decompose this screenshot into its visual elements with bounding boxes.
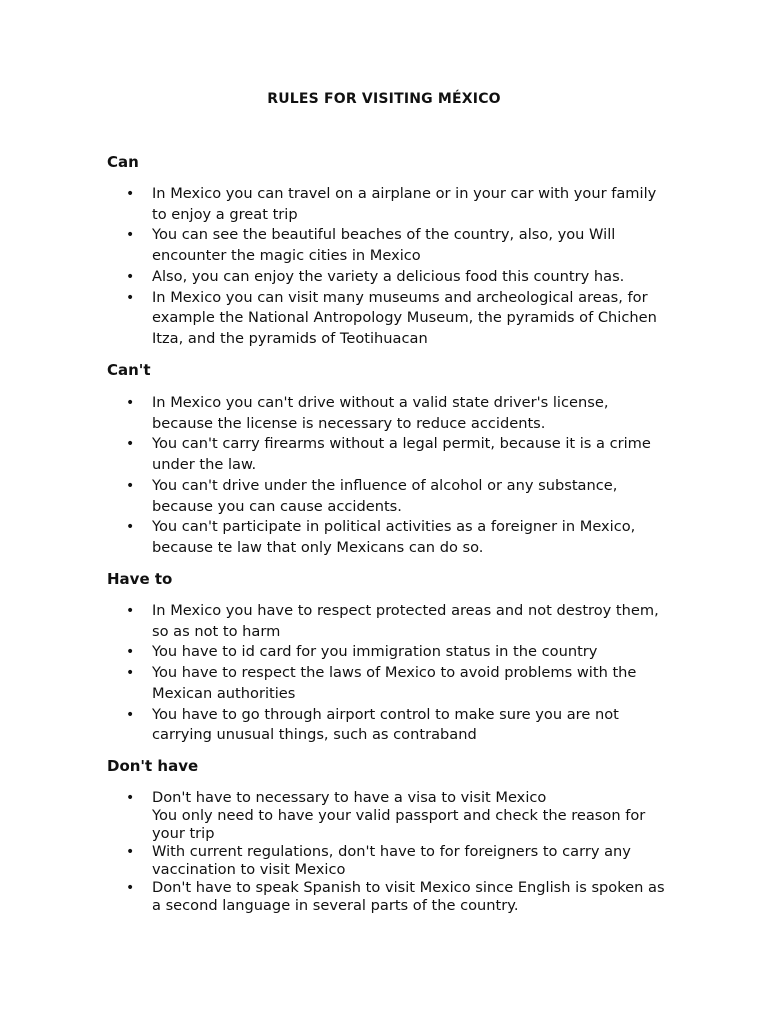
section-heading-have-to: Have to bbox=[107, 570, 173, 588]
list-item-text: You have to respect the laws of Mexico to avoid problems with the Mexican authorities bbox=[152, 664, 637, 702]
bullet-icon: • bbox=[126, 603, 135, 619]
bullet-icon: • bbox=[126, 289, 135, 306]
list-can bbox=[107, 184, 667, 350]
list-item-subtext: You only need to have your valid passport and check the reason for your trip bbox=[152, 807, 646, 842]
bullet-icon: • bbox=[126, 477, 135, 494]
list-dont-have bbox=[107, 789, 667, 915]
list-item bbox=[107, 225, 667, 266]
bullet-icon: • bbox=[126, 880, 135, 896]
list-item bbox=[107, 393, 667, 434]
list-item-text: You can't carry firearms without a legal permit, because it is a crime under the law. bbox=[152, 435, 651, 474]
list-item-text: You have to go through airport control to make sure you are not carrying unusual things, such as contraband bbox=[152, 705, 619, 744]
bullet-icon: • bbox=[126, 186, 135, 202]
list-item-text: Also, you can enjoy the variety a delicious food this country has. bbox=[152, 267, 625, 285]
section-heading-cant: Can't bbox=[107, 361, 151, 379]
bullet-icon: • bbox=[126, 395, 135, 411]
document-title: RULES FOR VISITING MÉXICO bbox=[267, 91, 501, 107]
section-heading-can: Can bbox=[107, 153, 139, 171]
list-item bbox=[107, 267, 667, 288]
list-item-text: You have to id card for you immigration status in the country bbox=[152, 643, 598, 661]
bullet-icon: • bbox=[126, 790, 135, 806]
bullet-icon: • bbox=[126, 268, 135, 285]
list-item-text: In Mexico you can visit many museums and archeological areas, for example the National Antropology Museum, the pyramids of Chichen Itza, and the pyramids of Teotihuacan bbox=[152, 288, 657, 347]
list-item bbox=[107, 184, 667, 225]
list-have-to bbox=[107, 601, 667, 746]
list-item-text: In Mexico you can travel on a airplane or in your car with your family to enjoy a great trip bbox=[152, 185, 657, 223]
list-item-text: In Mexico you have to respect protected areas and not destroy them, so as not to harm bbox=[152, 602, 659, 640]
list-item bbox=[107, 789, 667, 843]
list-item-text: With current regulations, don't have to for foreigners to carry any vaccination to visit Mexico bbox=[152, 843, 631, 878]
list-item bbox=[107, 642, 667, 663]
list-item-text: Don't have to speak Spanish to visit Mexico since English is spoken as a second language in several parts of the country. bbox=[152, 879, 665, 914]
section-heading-dont-have: Don't have bbox=[107, 757, 199, 775]
list-cant bbox=[107, 393, 667, 559]
bullet-icon: • bbox=[126, 644, 135, 661]
bullet-icon: • bbox=[126, 227, 135, 244]
list-item-text: In Mexico you can't drive without a valid state driver's license, because the license is necessary to reduce accidents. bbox=[152, 394, 609, 432]
list-item bbox=[107, 434, 667, 475]
list-item bbox=[107, 663, 667, 704]
list-item bbox=[107, 288, 667, 350]
bullet-icon: • bbox=[126, 519, 135, 536]
list-item bbox=[107, 601, 667, 642]
list-item bbox=[107, 476, 667, 517]
list-item-text: You can't drive under the influence of alcohol or any substance, because you can cause accidents. bbox=[152, 476, 618, 515]
bullet-icon: • bbox=[126, 665, 135, 682]
list-item bbox=[107, 705, 667, 746]
list-item bbox=[107, 879, 667, 915]
bullet-icon: • bbox=[126, 844, 135, 860]
list-item-text: You can't participate in political activities as a foreigner in Mexico, because te law that only Mexicans can do so. bbox=[152, 518, 636, 556]
bullet-icon: • bbox=[126, 436, 135, 453]
list-item-text: Don't have to necessary to have a visa to visit Mexico bbox=[152, 789, 547, 806]
list-item-text: You can see the beautiful beaches of the country, also, you Will encounter the magic cities in Mexico bbox=[152, 226, 616, 265]
bullet-icon: • bbox=[126, 706, 135, 723]
list-item bbox=[107, 843, 667, 879]
list-item bbox=[107, 517, 667, 558]
